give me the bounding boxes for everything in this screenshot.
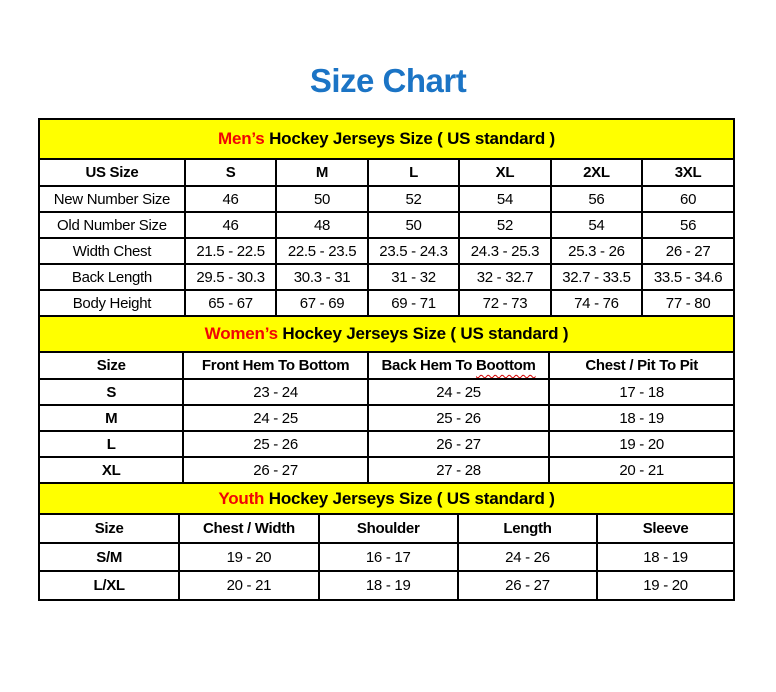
- column-header: Shoulder: [319, 515, 458, 543]
- table-row: [40, 457, 733, 483]
- table-cell: 46: [185, 186, 276, 212]
- column-header: Sleeve: [597, 515, 733, 543]
- column-header: Chest / Pit To Pit: [549, 353, 733, 379]
- table-cell: 56: [551, 186, 642, 212]
- column-header: XL: [459, 160, 550, 186]
- row-label: New Number Size: [40, 186, 185, 212]
- youth-band-accent-text: Youth: [218, 488, 265, 508]
- womens-band-text: Hockey Jerseys Size ( US standard ): [277, 324, 569, 343]
- table-cell: 29.5 - 30.3: [185, 264, 276, 290]
- table-cell: 32.7 - 33.5: [551, 264, 642, 290]
- mens-section-band: [40, 120, 733, 160]
- column-header: Size: [40, 515, 179, 543]
- youth-size-table: [40, 515, 733, 599]
- misspelled-word: Boottom: [476, 357, 536, 374]
- row-label: L/XL: [40, 571, 179, 599]
- row-label: S: [40, 379, 183, 405]
- mens-size-table: [40, 160, 733, 317]
- table-cell: 20 - 21: [549, 457, 733, 483]
- table-cell: 26 - 27: [458, 571, 597, 599]
- column-header: Size: [40, 353, 183, 379]
- table-cell: 18 - 19: [549, 405, 733, 431]
- table-cell: 74 - 76: [551, 290, 642, 316]
- table-cell: 22.5 - 23.5: [276, 238, 367, 264]
- row-label: XL: [40, 457, 183, 483]
- column-header: Length: [458, 515, 597, 543]
- table-cell: 24 - 26: [458, 543, 597, 571]
- table-cell: 54: [551, 212, 642, 238]
- table-row: [40, 543, 733, 571]
- table-cell: 56: [642, 212, 733, 238]
- table-cell: 50: [368, 212, 459, 238]
- table-cell: 69 - 71: [368, 290, 459, 316]
- table-cell: 17 - 18: [549, 379, 733, 405]
- table-cell: 32 - 32.7: [459, 264, 550, 290]
- header-row: [40, 515, 733, 543]
- table-cell: 46: [185, 212, 276, 238]
- table-cell: 54: [459, 186, 550, 212]
- womens-section-band: [40, 317, 733, 353]
- section-mens: [40, 120, 733, 317]
- table-cell: 26 - 27: [368, 431, 550, 457]
- table-cell: 24.3 - 25.3: [459, 238, 550, 264]
- table-cell: 16 - 17: [319, 543, 458, 571]
- table-cell: 48: [276, 212, 367, 238]
- page-title: Size Chart: [309, 62, 467, 99]
- table-cell: 67 - 69: [276, 290, 367, 316]
- table-cell: 23 - 24: [183, 379, 367, 405]
- row-label: L: [40, 431, 183, 457]
- mens-band-accent-text: Men’s: [218, 129, 265, 148]
- header-row: [40, 353, 733, 379]
- table-cell: 20 - 21: [179, 571, 318, 599]
- youth-section-band: [40, 484, 733, 515]
- column-header: L: [368, 160, 459, 186]
- header-row: [40, 160, 733, 186]
- table-row: [40, 379, 733, 405]
- column-header: S: [185, 160, 276, 186]
- table-cell: 26 - 27: [183, 457, 367, 483]
- table-row: [40, 431, 733, 457]
- row-label: S/M: [40, 543, 179, 571]
- table-row: [40, 571, 733, 599]
- size-chart-table-group: [38, 118, 735, 601]
- womens-size-table: [40, 353, 733, 484]
- table-row: [40, 264, 733, 290]
- table-row: [40, 405, 733, 431]
- table-cell: 50: [276, 186, 367, 212]
- table-cell: 18 - 19: [319, 571, 458, 599]
- section-youth: [40, 484, 733, 599]
- table-row: [40, 212, 733, 238]
- table-cell: 72 - 73: [459, 290, 550, 316]
- column-header: Front Hem To Bottom: [183, 353, 367, 379]
- table-row: [40, 238, 733, 264]
- row-label: Old Number Size: [40, 212, 185, 238]
- table-cell: 25 - 26: [183, 431, 367, 457]
- column-header: Back Hem To Boottom: [368, 353, 550, 379]
- table-cell: 33.5 - 34.6: [642, 264, 733, 290]
- table-cell: 19 - 20: [597, 571, 733, 599]
- table-cell: 77 - 80: [642, 290, 733, 316]
- column-header: 3XL: [642, 160, 733, 186]
- table-cell: 21.5 - 22.5: [185, 238, 276, 264]
- table-cell: 25 - 26: [368, 405, 550, 431]
- table-cell: 60: [642, 186, 733, 212]
- table-cell: 31 - 32: [368, 264, 459, 290]
- row-label: Body Height: [40, 290, 185, 316]
- table-cell: 30.3 - 31: [276, 264, 367, 290]
- row-label: M: [40, 405, 183, 431]
- column-header: M: [276, 160, 367, 186]
- table-row: [40, 290, 733, 316]
- table-cell: 23.5 - 24.3: [368, 238, 459, 264]
- table-cell: 24 - 25: [368, 379, 550, 405]
- table-cell: 27 - 28: [368, 457, 550, 483]
- table-cell: 26 - 27: [642, 238, 733, 264]
- table-cell: 19 - 20: [179, 543, 318, 571]
- youth-band-text: Hockey Jerseys Size ( US standard ): [264, 488, 555, 508]
- table-cell: 52: [459, 212, 550, 238]
- table-cell: 18 - 19: [597, 543, 733, 571]
- column-header: Chest / Width: [179, 515, 318, 543]
- row-label: Width Chest: [40, 238, 185, 264]
- row-label: Back Length: [40, 264, 185, 290]
- column-header: US Size: [40, 160, 185, 186]
- table-cell: 24 - 25: [183, 405, 367, 431]
- table-cell: 19 - 20: [549, 431, 733, 457]
- section-womens: [40, 317, 733, 484]
- table-cell: 25.3 - 26: [551, 238, 642, 264]
- table-cell: 65 - 67: [185, 290, 276, 316]
- table-row: [40, 186, 733, 212]
- womens-band-accent-text: Women’s: [204, 324, 278, 343]
- mens-band-text: Hockey Jerseys Size ( US standard ): [264, 129, 555, 148]
- column-header: 2XL: [551, 160, 642, 186]
- table-cell: 52: [368, 186, 459, 212]
